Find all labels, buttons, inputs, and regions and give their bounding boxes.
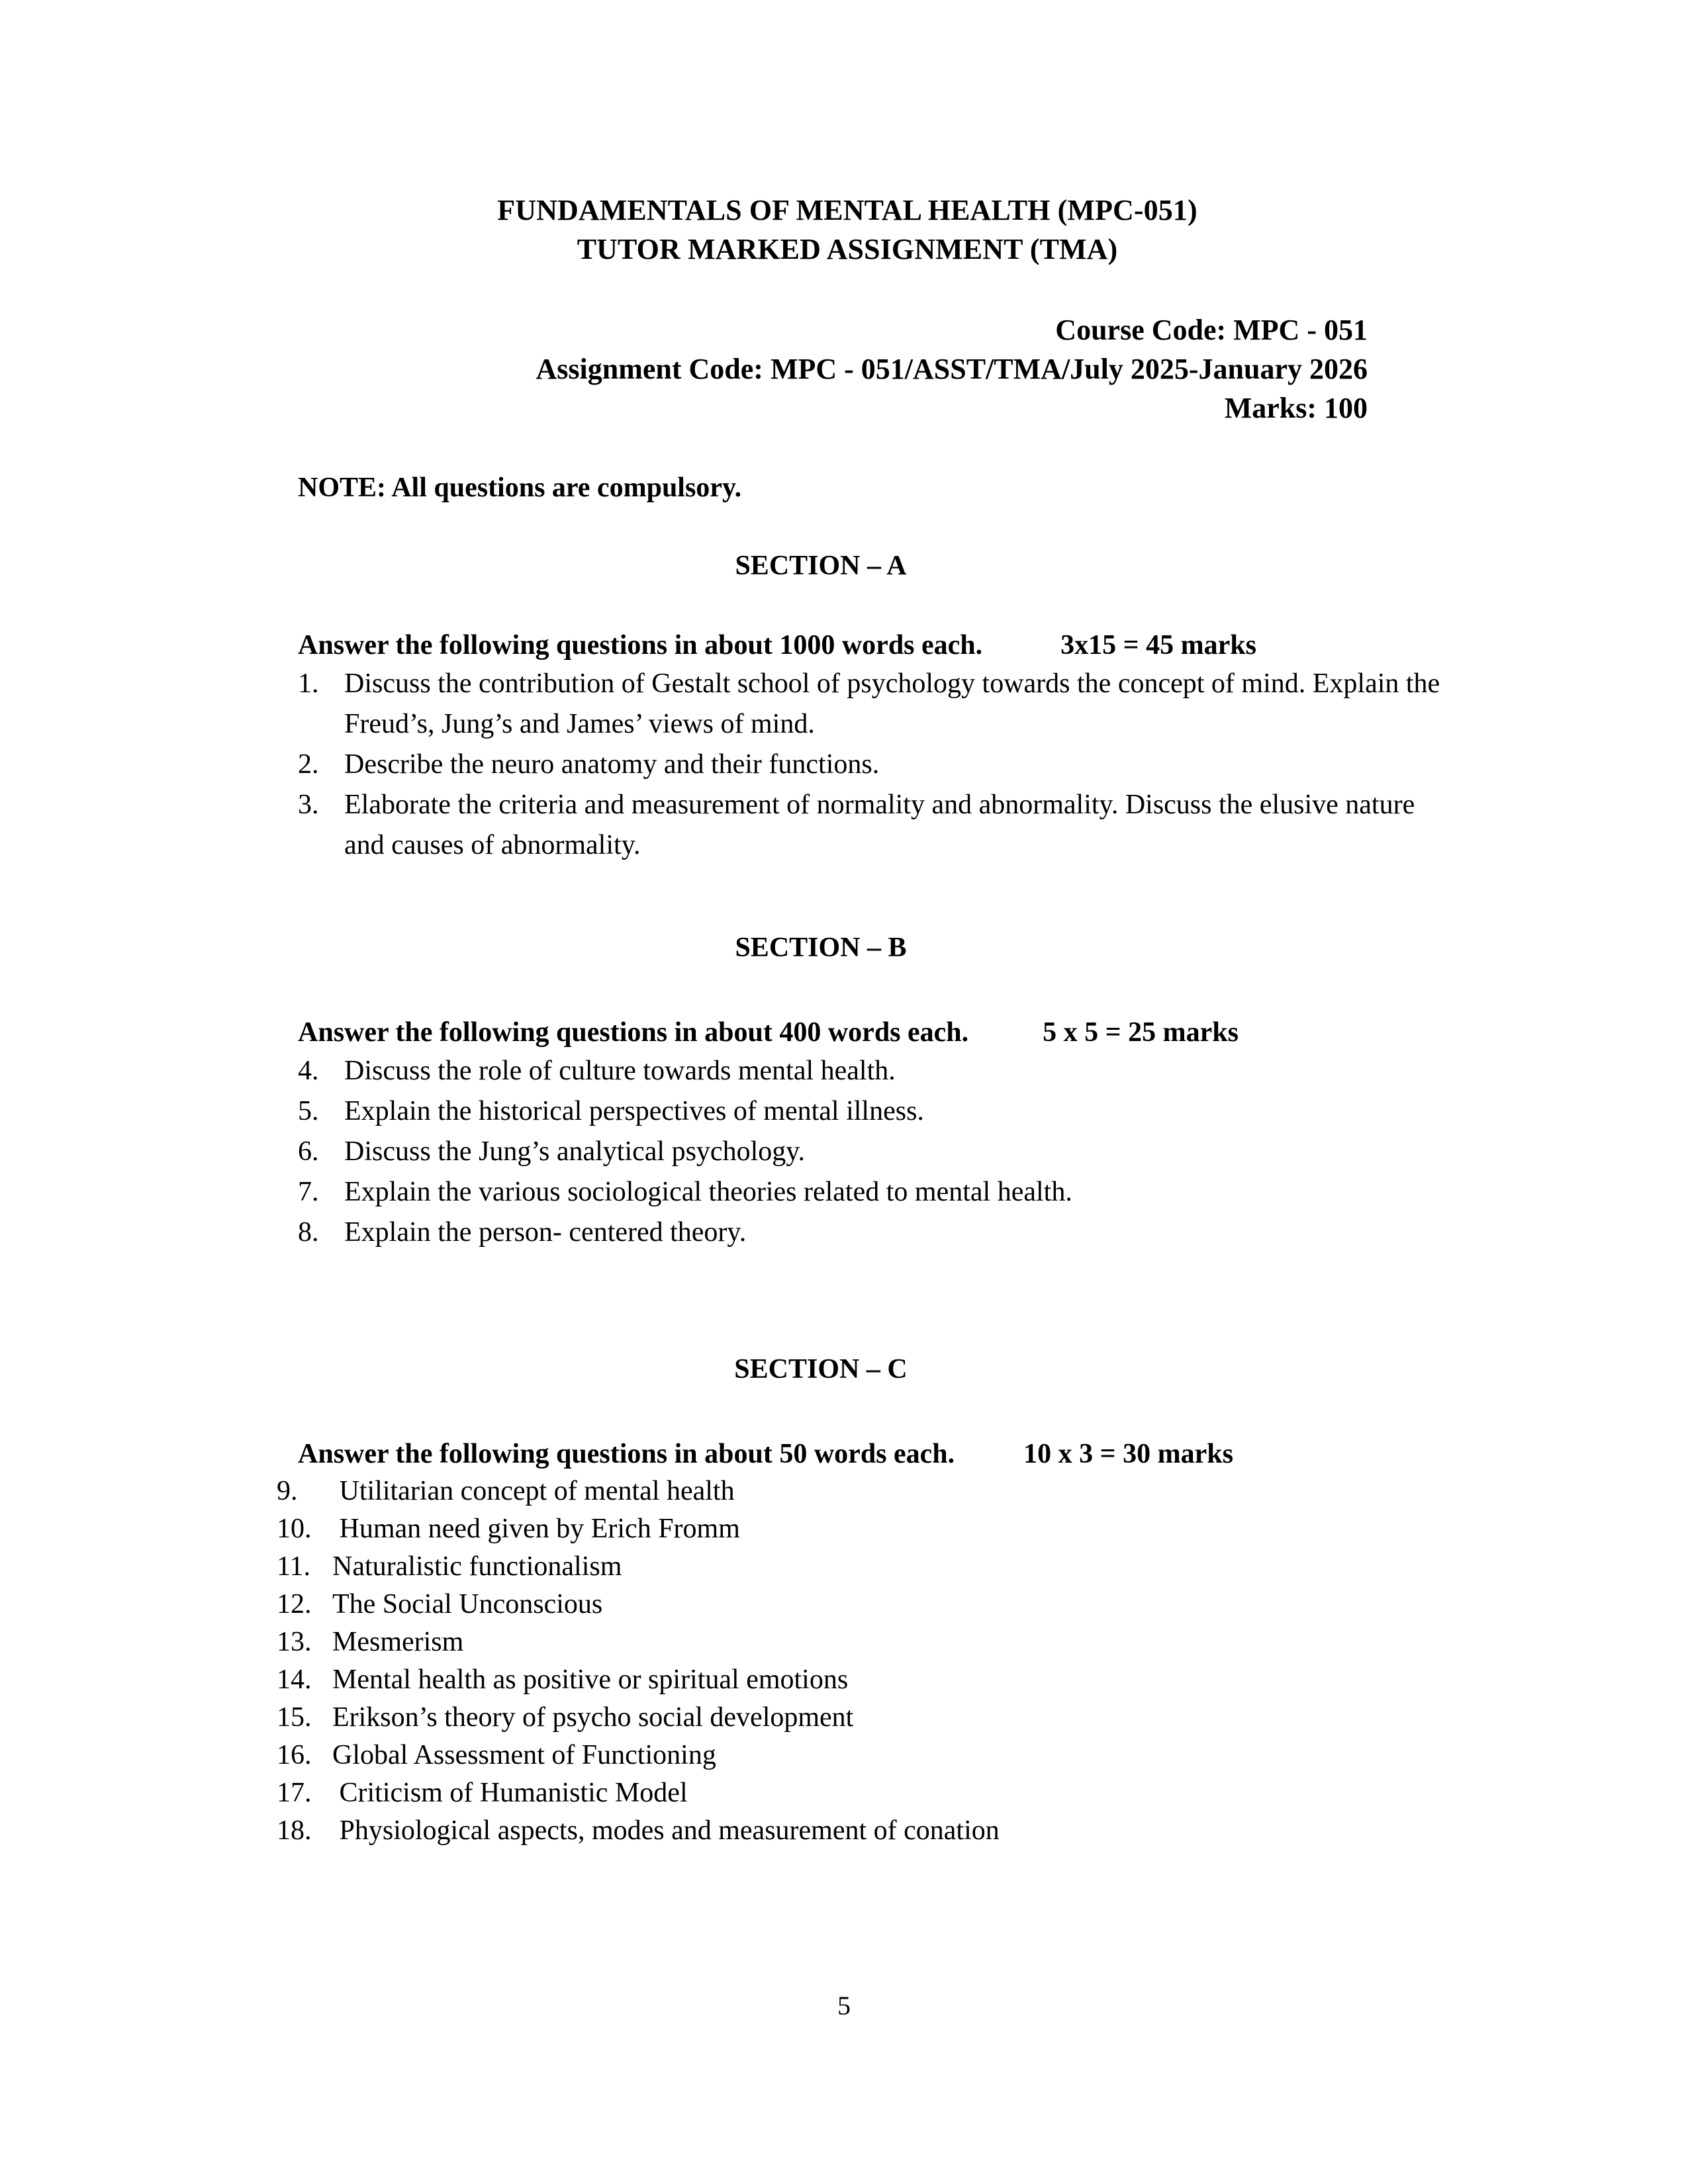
question-number: 17.: [277, 1778, 312, 1808]
section-c-question-list: [252, 1473, 1443, 1850]
question-item: [252, 1172, 1443, 1212]
question-item: [252, 1623, 1443, 1661]
document-title: [252, 0, 1443, 269]
question-item: [252, 1586, 1443, 1623]
question-item: [252, 1473, 1443, 1510]
question-item: [252, 1661, 1443, 1699]
question-text: Criticism of Humanistic Model: [332, 1778, 688, 1808]
question-item: [252, 1091, 1443, 1132]
question-number: 9.: [277, 1476, 298, 1506]
title-line-2: TUTOR MARKED ASSIGNMENT (TMA): [577, 233, 1118, 265]
question-number: 2.: [298, 749, 319, 780]
section-b-marks: 5 x 5 = 25 marks: [1043, 1017, 1239, 1048]
question-text: Explain the historical perspectives of mental illness.: [344, 1096, 924, 1126]
question-item: [252, 1510, 1443, 1548]
question-item: [252, 1699, 1443, 1737]
question-number: 12.: [277, 1589, 312, 1619]
section-a-instruction: [252, 627, 1443, 664]
question-number: 10.: [277, 1514, 312, 1544]
section-b-question-list: [252, 1051, 1443, 1253]
question-number: 11.: [277, 1551, 310, 1582]
question-item: [252, 1132, 1443, 1172]
question-number: 18.: [277, 1815, 312, 1846]
total-marks: Marks: 100: [1224, 392, 1368, 424]
section-b-instruction: [252, 1014, 1443, 1051]
question-text: Explain the person- centered theory.: [344, 1217, 747, 1248]
section-c-marks: 10 x 3 = 30 marks: [1023, 1439, 1233, 1469]
question-text: Naturalistic functionalism: [332, 1551, 622, 1582]
question-number: 1.: [298, 668, 319, 699]
title-line-1: FUNDAMENTALS OF MENTAL HEALTH (MPC-051): [497, 194, 1197, 226]
section-a-marks: 3x15 = 45 marks: [1060, 630, 1256, 660]
question-text: Discuss the role of culture towards mental health.: [344, 1056, 896, 1086]
question-number: 13.: [277, 1627, 312, 1657]
question-text: Discuss the Jung’s analytical psychology.: [344, 1136, 806, 1167]
question-text: Utilitarian concept of mental health: [332, 1476, 735, 1506]
section-a-question-list: [252, 664, 1443, 866]
question-number: 4.: [298, 1056, 319, 1086]
section-b-instruction-text: Answer the following questions in about 400 words each.: [298, 1017, 969, 1048]
question-item: [252, 1212, 1443, 1253]
question-item: [252, 1051, 1443, 1091]
question-number: 14.: [277, 1664, 312, 1695]
assignment-code: Assignment Code: MPC - 051/ASST/TMA/July 2025-January 2026: [536, 353, 1368, 385]
compulsory-note: NOTE: All questions are compulsory.: [298, 473, 742, 503]
question-text: Elaborate the criteria and measurement of normality and abnormality. Discuss the elusive nature and causes of abnormality.: [344, 790, 1415, 860]
question-item: [252, 1548, 1443, 1586]
question-text: Mesmerism: [332, 1627, 464, 1657]
course-code: Course Code: MPC - 051: [1055, 314, 1368, 346]
question-item: [252, 664, 1443, 745]
question-item: [252, 1812, 1443, 1850]
question-text: Mental health as positive or spiritual emotions: [332, 1664, 849, 1695]
question-number: 3.: [298, 790, 319, 820]
question-text: Discuss the contribution of Gestalt school of psychology towards the concept of mind. Explain the Freud’s, Jung’s and James’ views of mind.: [344, 668, 1440, 739]
question-text: Physiological aspects, modes and measurement of conation: [332, 1815, 1000, 1846]
question-item: [252, 1737, 1443, 1774]
question-number: 5.: [298, 1096, 319, 1126]
section-a-heading: SECTION – A: [735, 551, 907, 581]
section-a-instruction-text: Answer the following questions in about 1000 words each.: [298, 630, 983, 660]
page-number: 5: [837, 1991, 851, 2021]
question-text: Human need given by Erich Fromm: [332, 1514, 740, 1544]
question-item: [252, 785, 1443, 866]
question-text: Erikson’s theory of psycho social development: [332, 1702, 854, 1733]
section-c-instruction-text: Answer the following questions in about 50 words each.: [298, 1439, 955, 1469]
question-number: 8.: [298, 1217, 319, 1248]
question-text: The Social Unconscious: [332, 1589, 603, 1619]
question-number: 16.: [277, 1740, 312, 1770]
section-c-instruction: [252, 1435, 1443, 1473]
assignment-meta-block: [252, 310, 1443, 428]
question-number: 6.: [298, 1136, 319, 1167]
question-text: Explain the various sociological theories related to mental health.: [344, 1177, 1072, 1207]
document-content: [252, 0, 1443, 1850]
question-text: Describe the neuro anatomy and their functions.: [344, 749, 880, 780]
question-item: [252, 1774, 1443, 1812]
question-item: [252, 745, 1443, 785]
section-b-heading: SECTION – B: [735, 933, 907, 963]
question-number: 7.: [298, 1177, 319, 1207]
section-c-heading: SECTION – C: [734, 1354, 908, 1385]
question-text: Global Assessment of Functioning: [332, 1740, 716, 1770]
question-number: 15.: [277, 1702, 312, 1733]
